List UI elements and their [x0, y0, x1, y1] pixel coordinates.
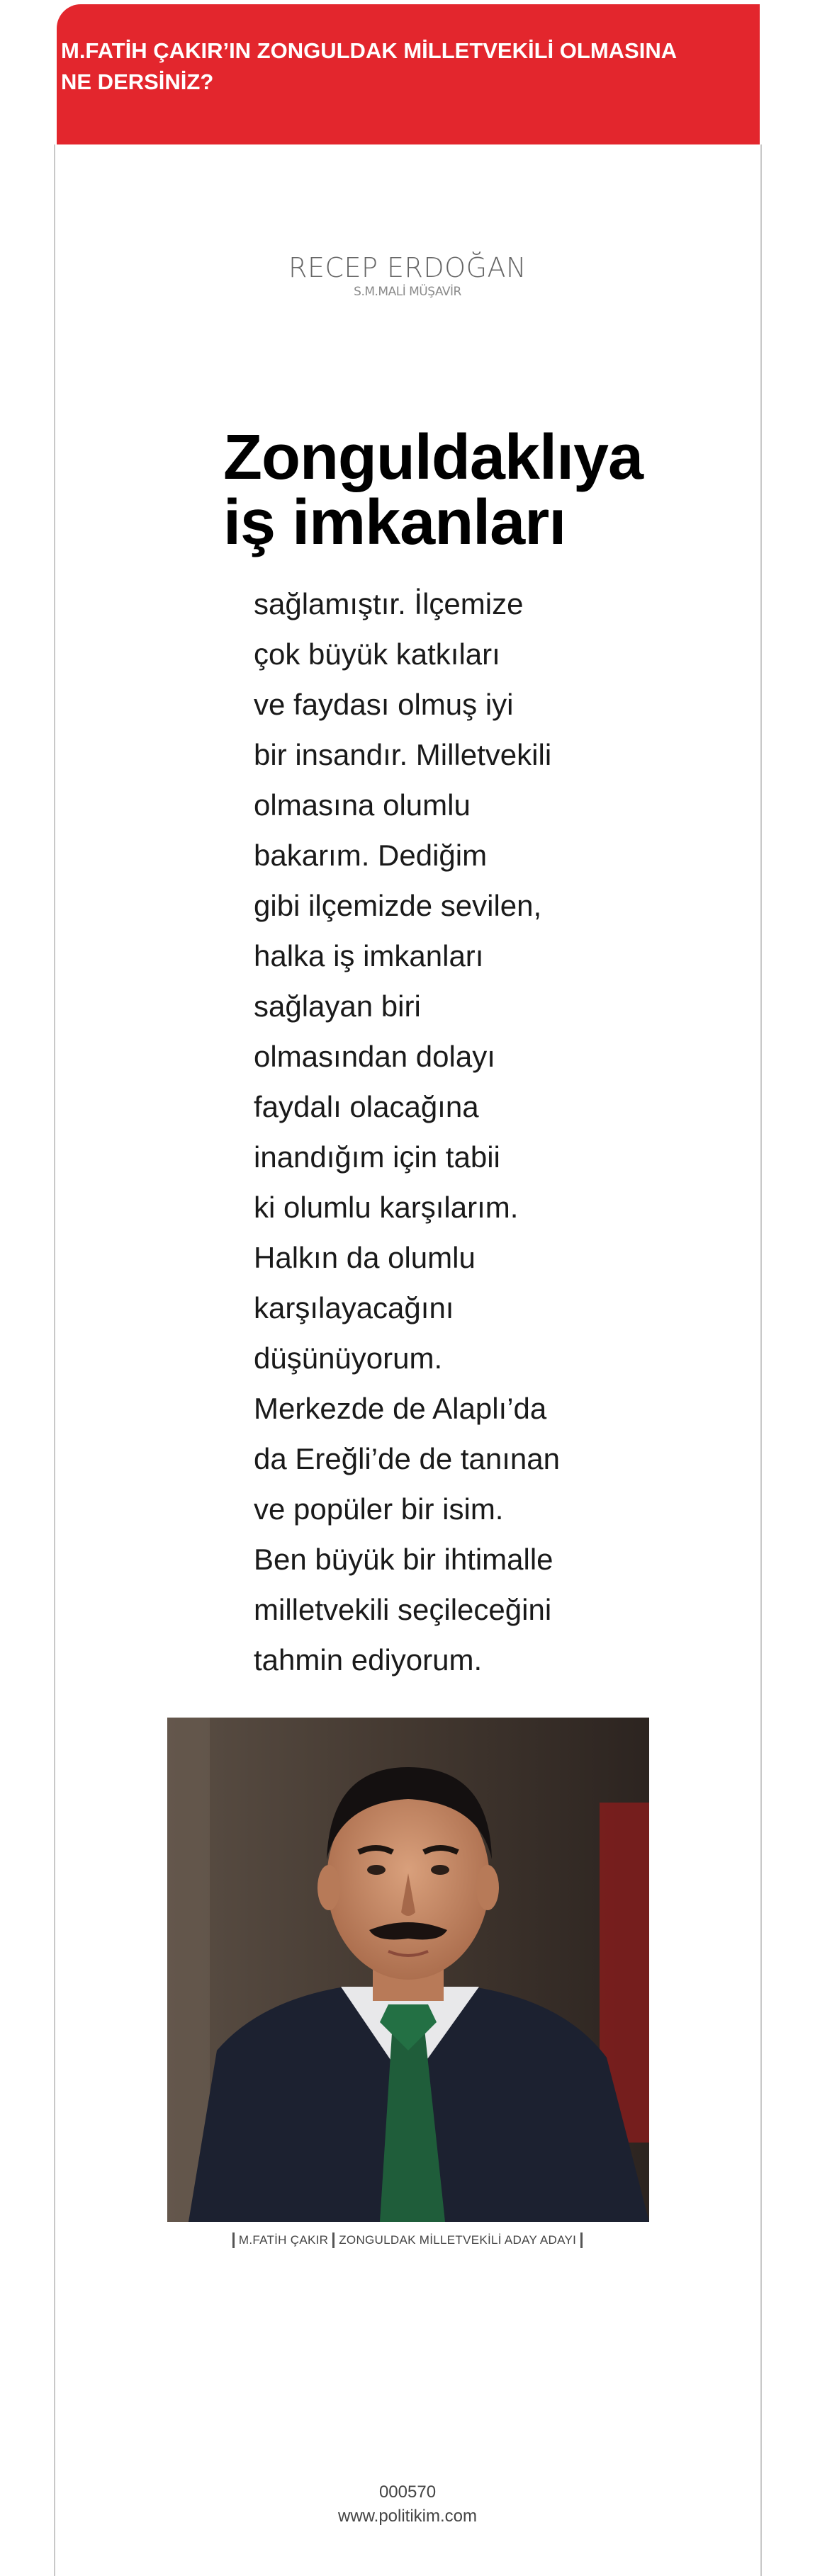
body-line: Halkın da olumlu	[254, 1241, 476, 1274]
body-line: Merkezde de Alaplı’da	[254, 1392, 547, 1425]
body-line: faydalı olacağına	[254, 1090, 479, 1123]
footer-code: 000570	[378, 2483, 437, 2502]
body-line: karşılayacağını	[254, 1291, 454, 1324]
body-line: ve popüler bir isim.	[254, 1492, 504, 1526]
caption-separator	[232, 2232, 235, 2248]
body-line: tahmin ediyorum.	[254, 1643, 483, 1676]
footer-url[interactable]: www.politikim.com	[337, 2507, 478, 2526]
right-border-rule	[760, 144, 762, 2576]
candidate-photo	[167, 1718, 649, 2222]
body-line: da Ereğli’de de tanınan	[254, 1442, 560, 1475]
body-line: sağlamıştır. İlçemize	[254, 587, 524, 620]
headline-line-1: Zonguldaklıya	[223, 422, 643, 493]
body-line: sağlayan biri	[254, 989, 421, 1023]
body-line: olmasından dolayı	[254, 1040, 495, 1073]
author-role: S.M.MALİ MÜŞAVİR	[354, 285, 461, 299]
left-border-rule	[54, 144, 55, 2576]
body-line: düşünüyorum.	[254, 1341, 443, 1375]
caption-name: M.FATİH ÇAKIR	[238, 2233, 329, 2247]
body-line: bir insandır. Milletvekili	[254, 738, 552, 771]
caption-separator	[580, 2232, 583, 2248]
body-line: olmasına olumlu	[254, 788, 471, 822]
body-line: gibi ilçemizde sevilen,	[254, 889, 542, 922]
caption-separator	[332, 2232, 335, 2248]
body-line: çok büyük katkıları	[254, 637, 500, 671]
article-body	[254, 579, 608, 1685]
author-block	[0, 252, 815, 299]
article-headline	[223, 422, 643, 558]
caption-title: ZONGULDAK MİLLETVEKİLİ ADAY ADAYI	[339, 2233, 577, 2247]
body-line: inandığım için tabii	[254, 1140, 500, 1174]
body-line: milletvekili seçileceğini	[254, 1593, 552, 1626]
body-line: Ben büyük bir ihtimalle	[254, 1543, 553, 1576]
body-line: halka iş imkanları	[254, 939, 484, 972]
banner-title: M.FATİH ÇAKIR’IN ZONGULDAK MİLLETVEKİLİ OLMASINA NE DERSİNİZ?	[61, 38, 676, 94]
photo-caption	[0, 2232, 815, 2248]
body-line: ki olumlu karşılarım.	[254, 1191, 519, 1224]
headline-line-2: iş imkanları	[223, 487, 566, 558]
page-footer	[0, 2480, 815, 2529]
body-line: ve faydası olmuş iyi	[254, 688, 514, 721]
body-line: bakarım. Dediğim	[254, 839, 488, 872]
author-name: RECEP ERDOĞAN	[288, 252, 527, 283]
